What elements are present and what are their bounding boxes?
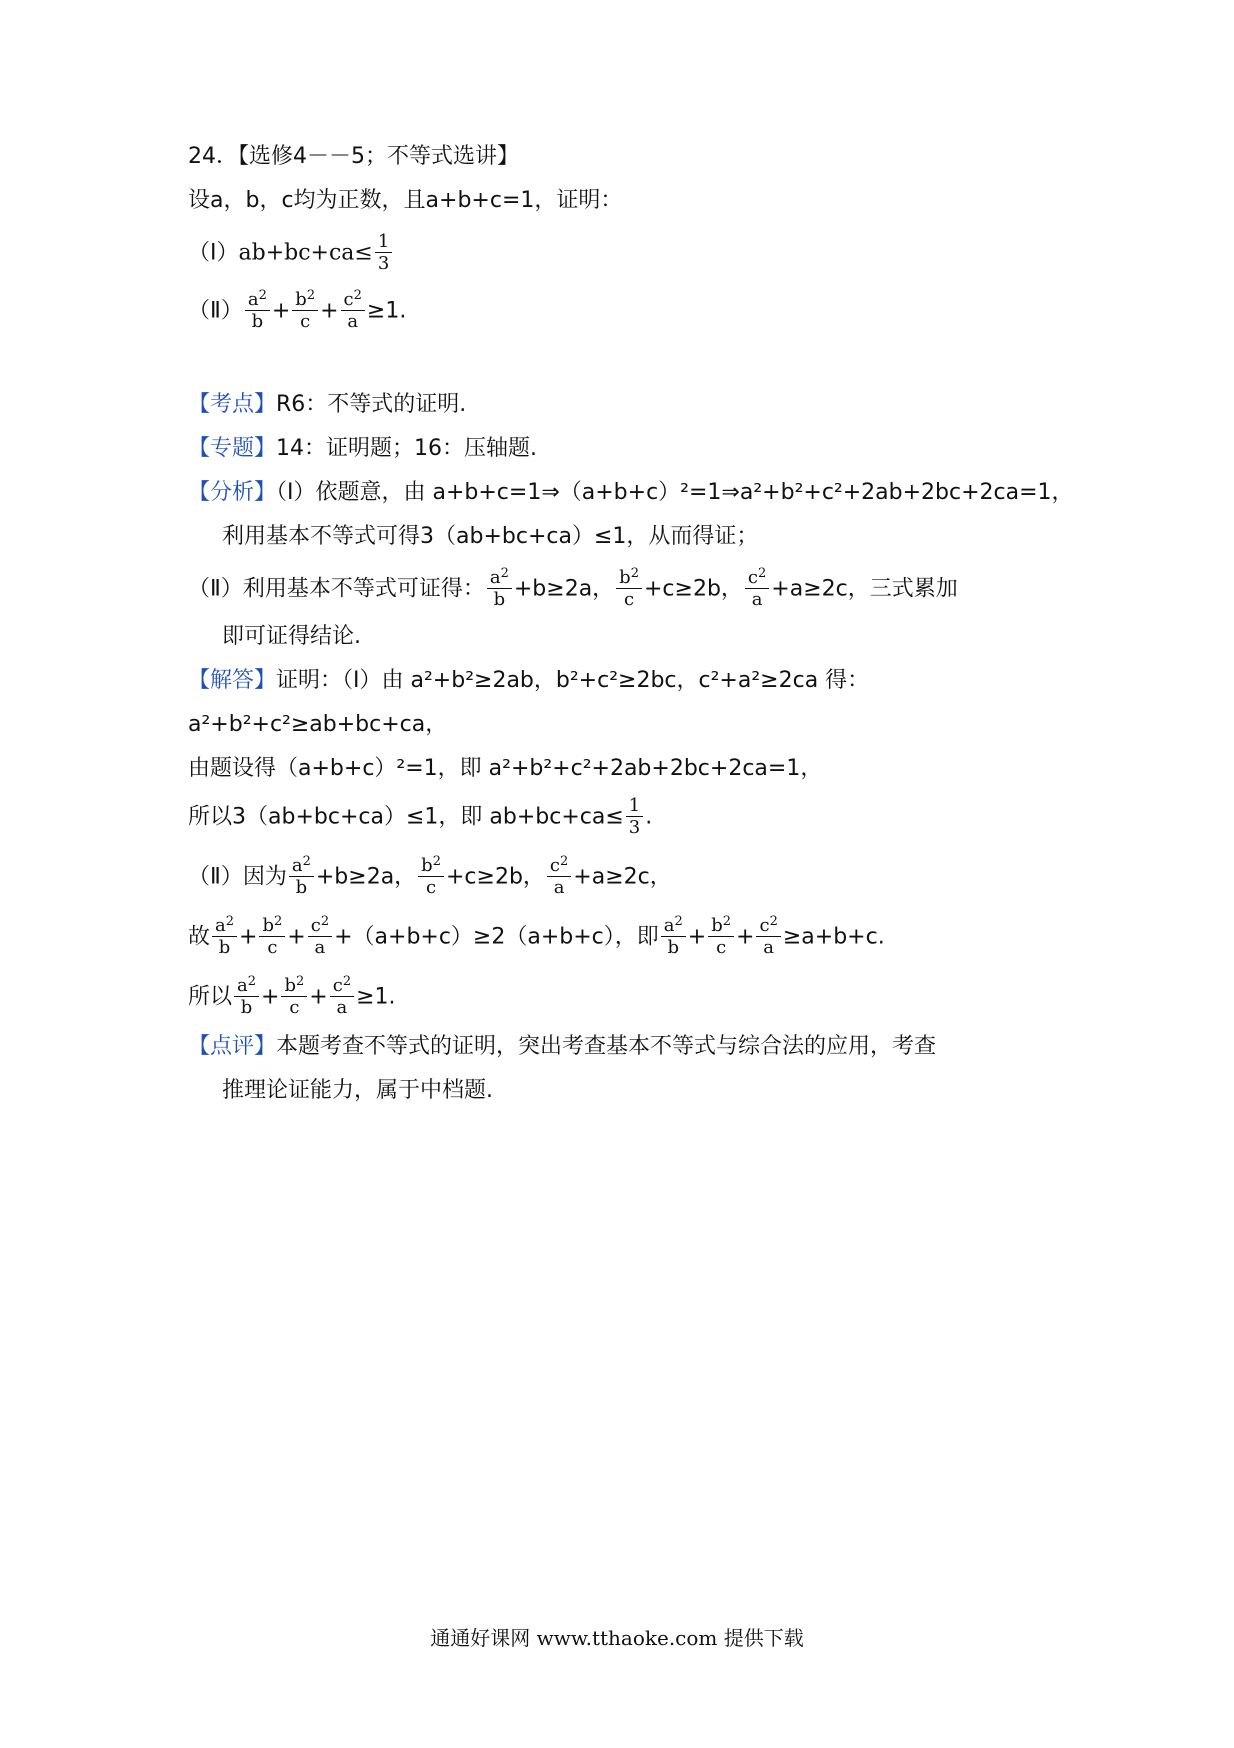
fenxi-line4: 即可证得结论. <box>222 624 361 649</box>
fenxi-term1: +b≥2a， <box>513 576 615 602</box>
operator: + <box>271 298 291 324</box>
jieda-line5-term3: +a≥2c， <box>573 864 672 890</box>
jieda-tag: 【解答】 <box>188 668 277 693</box>
part2-line <box>188 290 406 333</box>
fraction-denominator: 3 <box>377 253 390 274</box>
jieda-line6-middle: +（a+b+c）≥2（a+b+c），即 <box>334 924 659 950</box>
jieda-line2: a²+b²+c²≥ab+bc+ca， <box>188 712 448 737</box>
problem-statement: 设a，b，c均为正数，且a+b+c=1，证明： <box>188 188 623 213</box>
zhuanti-tag: 【专题】 <box>188 436 277 461</box>
kaodian-line <box>188 388 466 422</box>
jieda-line6-prefix: 故 <box>188 924 211 950</box>
fenxi-tag: 【分析】 <box>188 480 277 505</box>
frac-c2-over-a: $\frac{c^2}{a}$ <box>756 916 780 959</box>
numerator-exponent: 2 <box>258 288 267 303</box>
fenxi-line3-prefix: （Ⅱ）利用基本不等式可证得： <box>188 576 485 602</box>
page-footer: 通通好课网 www.tthaoke.com 提供下载 <box>430 1626 804 1650</box>
jieda-line5-prefix: （Ⅱ）因为 <box>188 864 287 890</box>
fraction-denominator: a <box>347 311 359 332</box>
part1-expression: ab+bc+ca≤ <box>238 240 373 266</box>
fenxi-line2: 利用基本不等式可得3（ab+bc+ca）≤1，从而得证； <box>222 524 759 549</box>
problem-header: 24．【选修4－－5；不等式选讲】 <box>188 144 519 169</box>
dianping-line2: 推理论证能力，属于中档题. <box>222 1078 493 1103</box>
frac-b2-over-c: $\frac{b^2}{c}$ <box>616 568 642 611</box>
jieda-line5-term1: +b≥2a， <box>315 864 417 890</box>
zhuanti-text: 14：证明题；16：压轴题. <box>276 436 537 461</box>
numerator-base: a <box>247 289 259 310</box>
jieda-line5 <box>188 856 672 899</box>
frac-c2-over-a: $\frac{c^2}{a}$ <box>745 568 769 611</box>
fenxi-line1 <box>188 476 1074 510</box>
numerator-exponent: 2 <box>353 288 362 303</box>
frac-b2-over-c: $\frac{b^2}{c}$ <box>418 856 444 899</box>
kaodian-text: R6：不等式的证明. <box>276 392 467 417</box>
kaodian-tag: 【考点】 <box>188 392 277 417</box>
jieda-line6: 故 $\frac{a^2}{b}$ + $\frac{b^2}{c}$ + $\frac{c^2}{a}$ +（a+b+c）≥2（a+b+c），即 $\frac{a^2}{b}$ + $\frac{b^2}{c}$ + $\frac{c^2}{a}$ ≥a+b+c. <box>188 914 885 958</box>
frac-b2-over-c: $\frac{b^2}{c}$ <box>259 916 285 959</box>
fraction-numerator: 1 <box>375 232 392 253</box>
numerator-base: b <box>295 289 307 310</box>
jieda-line6-suffix: ≥a+b+c. <box>782 924 885 950</box>
dianping-text1: 本题考查不等式的证明，突出考查基本不等式与综合法的应用，考查 <box>276 1034 937 1059</box>
jieda-line4-suffix: . <box>645 804 653 830</box>
jieda-line7-suffix: ≥1. <box>356 984 396 1010</box>
jieda-line5-term2: +c≥2b， <box>445 864 545 890</box>
dianping-tag: 【点评】 <box>188 1034 277 1059</box>
fenxi-term3: +a≥2c，三式累加 <box>771 576 958 602</box>
jieda-line7: 所以 $\frac{a^2}{b}$ + $\frac{b^2}{c}$ + $\frac{c^2}{a}$ ≥1. <box>188 974 396 1018</box>
part2-fraction-a <box>245 290 270 333</box>
frac-one-third: $\frac{1}{3}$ <box>626 796 643 839</box>
jieda-line4-prefix: 所以3（ab+bc+ca）≤1，即 ab+bc+ca≤ <box>188 804 624 830</box>
zhuanti-line <box>188 432 537 466</box>
fenxi-term2: +c≥2b， <box>643 576 743 602</box>
part2-label: （Ⅱ） <box>188 298 243 324</box>
part1-line <box>188 232 394 275</box>
jieda-line3: 由题设得（a+b+c）²=1，即 a²+b²+c²+2ab+2bc+2ca=1， <box>188 756 823 781</box>
fraction-denominator: c <box>300 311 311 332</box>
part1-fraction <box>375 232 392 275</box>
frac-a2-over-b: $\frac{a^2}{b}$ <box>661 916 686 959</box>
part1-label: （Ⅰ） <box>188 240 239 266</box>
frac-a2-over-b: $\frac{a^2}{b}$ <box>289 856 314 899</box>
jieda-line7-prefix: 所以 <box>188 984 233 1010</box>
fenxi-line3 <box>188 568 958 611</box>
conclusion-text: ≥1. <box>366 298 407 324</box>
frac-c2-over-a: $\frac{c^2}{a}$ <box>330 976 354 1019</box>
numerator-exponent: 2 <box>306 288 316 303</box>
frac-a2-over-b: $\frac{a^2}{b}$ <box>234 976 259 1019</box>
numerator-base: c <box>343 289 354 310</box>
frac-c2-over-a: $\frac{c^2}{a}$ <box>547 856 571 899</box>
jieda-text1: 证明：（Ⅰ）由 a²+b²≥2ab，b²+c²≥2bc，c²+a²≥2ca 得： <box>276 668 870 693</box>
jieda-line4 <box>188 796 652 839</box>
fraction-denominator: b <box>251 311 264 332</box>
frac-b2-over-c: $\frac{b^2}{c}$ <box>281 976 307 1019</box>
frac-a2-over-b: $\frac{a^2}{b}$ <box>487 568 512 611</box>
frac-a2-over-b: $\frac{a^2}{b}$ <box>212 916 237 959</box>
part2-fraction-c <box>341 290 365 333</box>
part2-fraction-b <box>292 290 318 333</box>
jieda-line1 <box>188 664 869 698</box>
dianping-line1 <box>188 1030 936 1064</box>
operator: + <box>320 298 339 324</box>
fenxi-text1: （Ⅰ）依题意，由 a+b+c=1⇒（a+b+c）²=1⇒a²+b²+c²+2ab+2bc+2ca=1， <box>276 480 1074 505</box>
frac-b2-over-c: $\frac{b^2}{c}$ <box>708 916 734 959</box>
frac-c2-over-a: $\frac{c^2}{a}$ <box>308 916 332 959</box>
